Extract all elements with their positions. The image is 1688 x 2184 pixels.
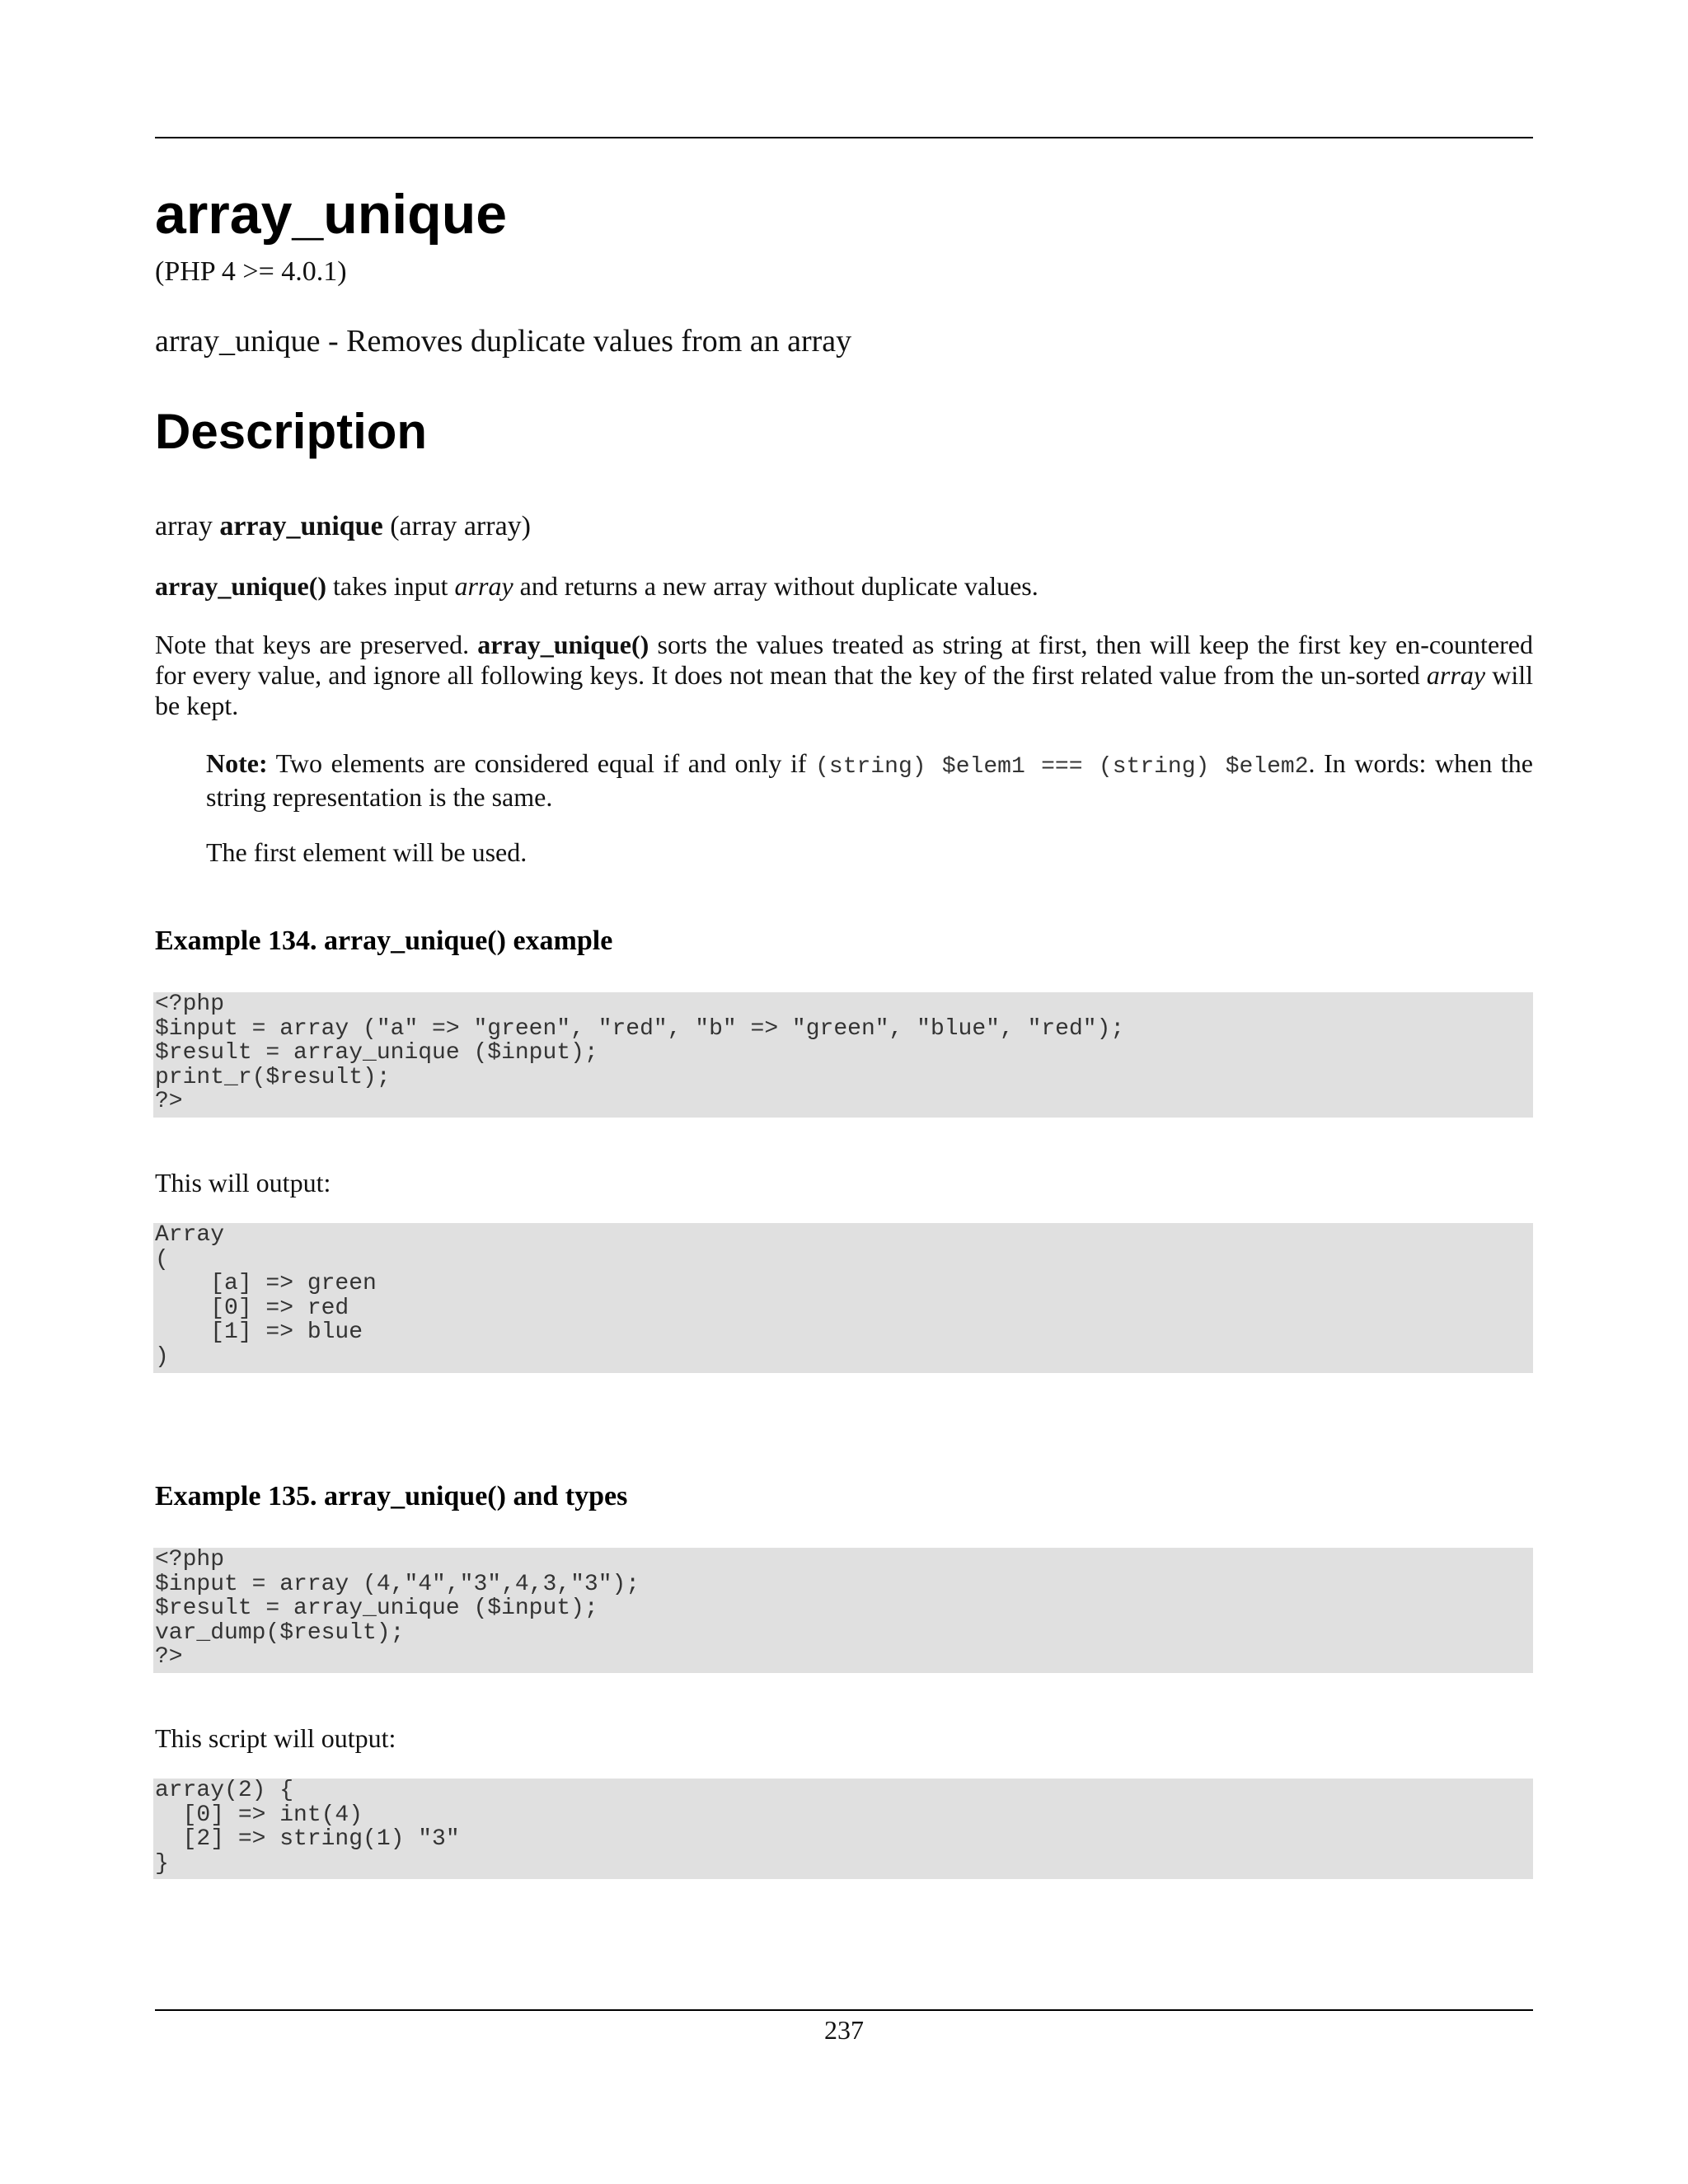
example-135-title: Example 135. array_unique() and types [155, 1481, 628, 1511]
output-line: [1] => blue [155, 1319, 363, 1345]
synopsis-return-type: array [155, 511, 213, 541]
para-text: sorts the values treated as string at first, then will keep the first key en-countered for every value, and ignore all following keys. It does not mean that the key of the first related value from the un-sorted [155, 630, 1534, 690]
example-134-title: Example 134. array_unique() example [155, 926, 613, 956]
page-title: array_unique [155, 183, 508, 246]
description-heading: Description [155, 404, 428, 459]
footer-rule [155, 2009, 1533, 2011]
example-135-code [153, 1548, 1533, 1673]
example-135-output [153, 1779, 1533, 1879]
description-paragraph-2 [155, 630, 1533, 721]
note-text: Two elements are considered equal if and only if [267, 748, 816, 778]
function-ref: array_unique() [155, 571, 326, 601]
note-paragraph [206, 748, 1533, 813]
code-line: $input = array ("a" => "green", "red", "b" => "green", "blue", "red"); [155, 1015, 1125, 1042]
function-synopsis [155, 511, 1533, 541]
code-line: var_dump($result); [155, 1619, 405, 1646]
code-line: print_r($result); [155, 1064, 391, 1090]
note-label: Note: [206, 748, 268, 778]
output-line: array(2) { [155, 1778, 294, 1803]
code-line: ?> [155, 1644, 183, 1670]
synopsis-function-name: array_unique [219, 511, 383, 541]
note-text: . In words: when the string representation is the same. [206, 748, 1534, 812]
code-line: $result = array_unique ($input); [155, 1596, 598, 1621]
example-135-output-label: This script will output: [155, 1723, 396, 1753]
description-paragraph-1 [155, 571, 1533, 602]
code-line: $result = array_unique ($input); [155, 1040, 598, 1066]
output-line: [a] => green [155, 1271, 377, 1296]
param-ref: array [1426, 660, 1486, 690]
version-info: (PHP 4 >= 4.0.1) [155, 256, 347, 287]
output-line: [2] => string(1) "3" [155, 1826, 460, 1852]
code-line: <?php [155, 991, 225, 1017]
manual-page [155, 0, 1533, 2184]
example-134-output [153, 1223, 1533, 1373]
example-134-code [153, 992, 1533, 1118]
note-paragraph-2: The first element will be used. [206, 837, 528, 867]
para-text: Note that keys are preserved. [155, 630, 478, 659]
example-134-output-label: This will output: [155, 1168, 331, 1197]
output-line: } [155, 1850, 169, 1877]
output-line: ) [155, 1343, 169, 1370]
inline-code: (string) $elem1 === (string) $elem2 [815, 754, 1309, 780]
header-rule [155, 137, 1533, 138]
code-line: $input = array (4,"4","3",4,3,"3"); [155, 1571, 640, 1597]
para-text: takes input [326, 571, 455, 601]
synopsis-params: (array array) [390, 511, 531, 541]
function-ref: array_unique() [477, 630, 649, 659]
param-ref: array [454, 571, 513, 601]
output-line: [0] => int(4) [155, 1802, 363, 1828]
code-line: <?php [155, 1547, 225, 1572]
para-text: and returns a new array without duplicate values. [513, 571, 1039, 601]
para-text: will be kept. [155, 660, 1534, 720]
page-number: 237 [824, 2015, 864, 2045]
output-line: Array [155, 1222, 225, 1248]
output-line: ( [155, 1246, 169, 1272]
function-purpose: array_unique - Removes duplicate values from an array [155, 324, 852, 359]
code-line: ?> [155, 1089, 183, 1114]
output-line: [0] => red [155, 1295, 349, 1321]
